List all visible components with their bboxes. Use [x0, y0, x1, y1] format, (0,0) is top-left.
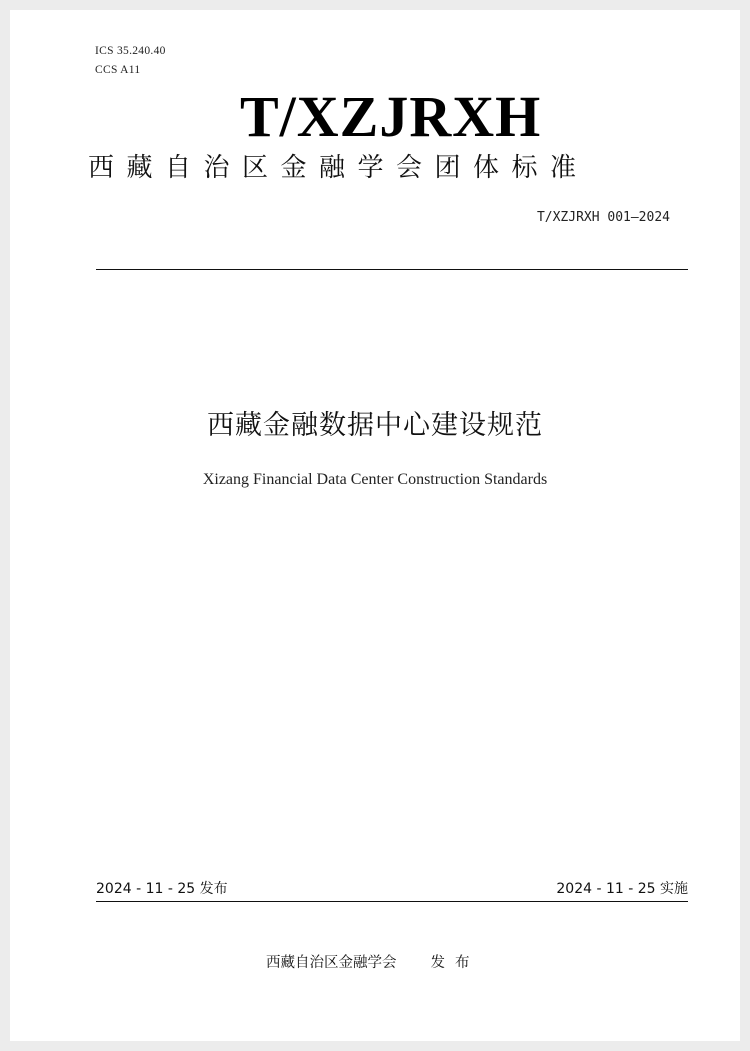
standard-number: T/XZJRXH 001—2024 — [536, 210, 670, 225]
publisher-name: 西藏自治区金融学会 — [266, 955, 397, 971]
ccs-code: CCS A11 — [95, 64, 141, 76]
organization-standard-title: 西藏自治区金融学会团体标准 — [88, 153, 589, 183]
top-divider — [96, 269, 688, 270]
implementation-date: 2024 - 11 - 25 实施 — [556, 881, 688, 897]
standard-code-logo: T/XZJRXH — [240, 84, 542, 149]
document-page — [10, 10, 740, 1041]
issue-date: 2024 - 11 - 25 发布 — [96, 881, 228, 897]
document-title-chinese: 西藏金融数据中心建设规范 — [207, 410, 543, 441]
publisher-line — [266, 954, 480, 972]
document-title-english: Xizang Financial Data Center Construction Standards — [202, 471, 548, 488]
bottom-divider — [96, 901, 688, 902]
publisher-action: 发布 — [430, 955, 480, 971]
ics-code: ICS 35.240.40 — [95, 45, 166, 57]
